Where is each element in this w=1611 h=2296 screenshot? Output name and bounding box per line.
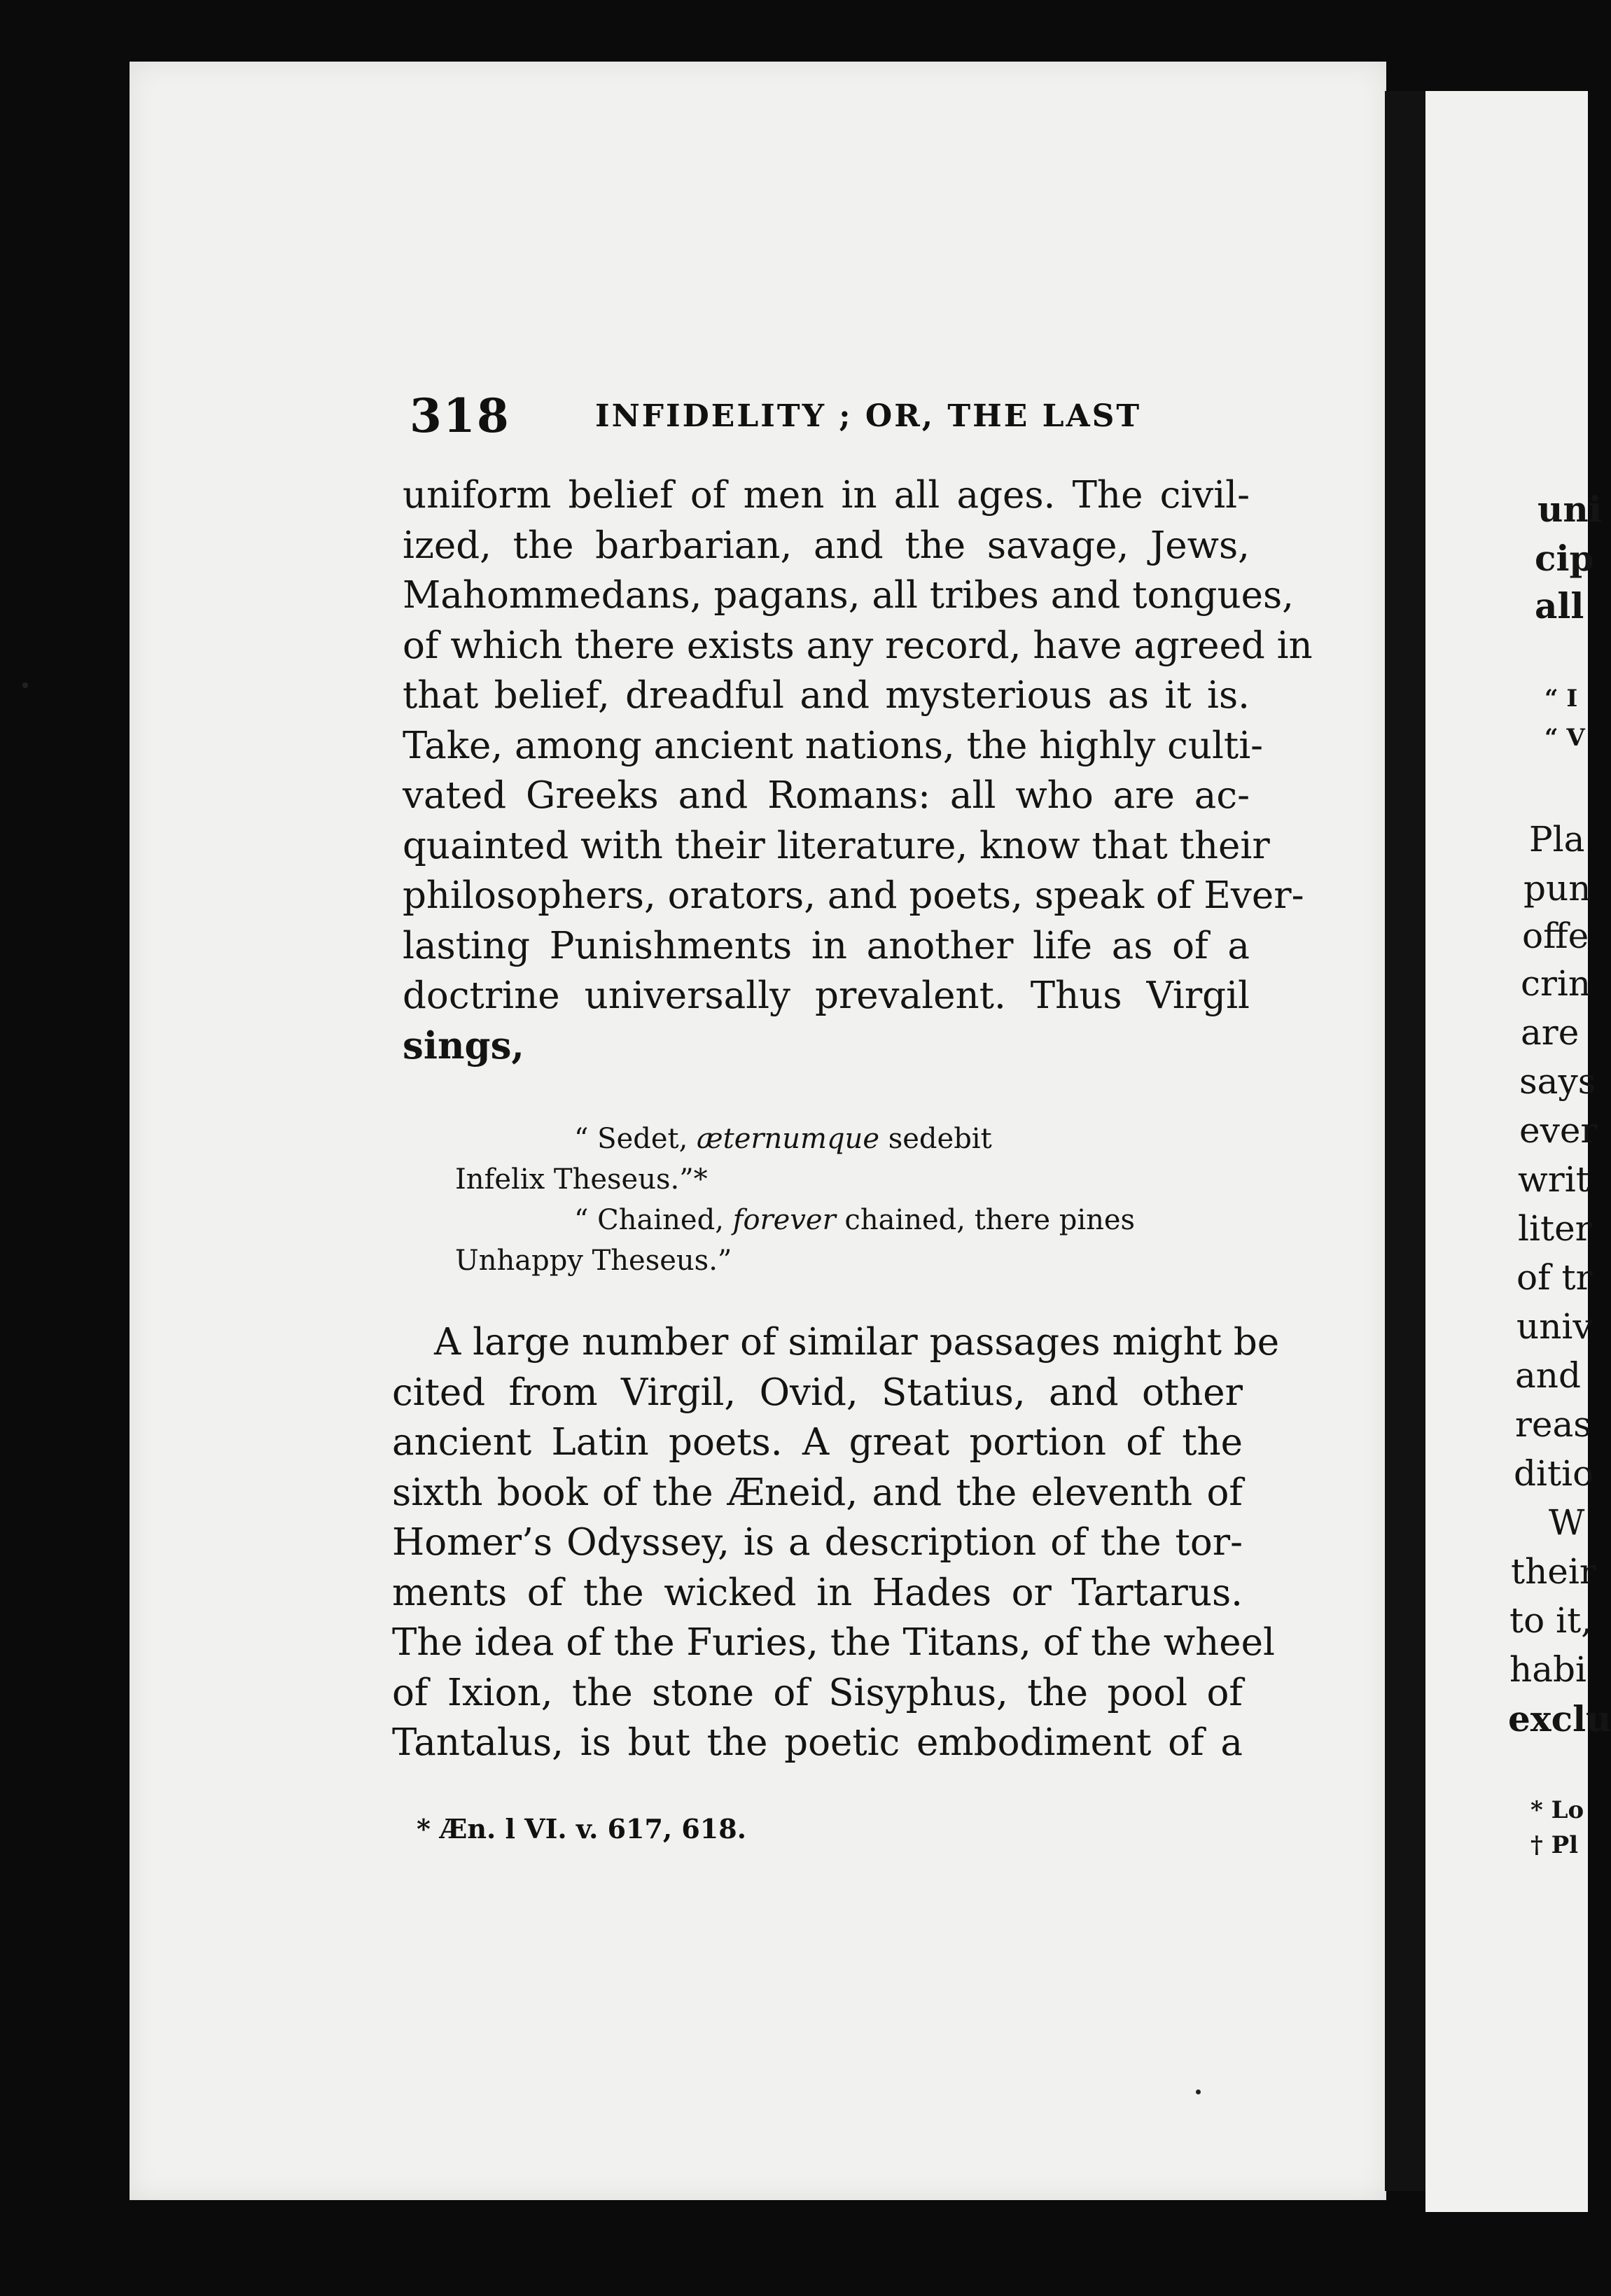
text-line: philosophers, orators, and poets, speak of Ever- [403,874,1304,917]
right-fragment: W [1549,1502,1585,1543]
text-line: of which there exists any record, have agreed in [403,624,1313,667]
book-page-right [1425,91,1611,2212]
right-fragment: Pla [1529,819,1585,860]
quote-text: “ Chained, [574,1204,733,1236]
text-line: cited from Virgil, Ovid, Statius, and other [392,1371,1243,1414]
page-header [410,388,1250,444]
text-line: uniform belief of men in all ages. The civil- [403,474,1250,517]
text-line: Homer’s Odyssey, is a description of the tor- [392,1521,1243,1564]
text-line: Tantalus, is but the poetic embodiment of a [392,1721,1243,1764]
text-line: lasting Punishments in another life as of a [403,924,1250,967]
quote-text: chained, there pines [835,1204,1136,1236]
quote-italic: forever [732,1204,836,1236]
right-fragment: their [1511,1551,1596,1592]
text-line: that belief, dreadful and mysterious as it is. [403,674,1250,717]
text-line: quainted with their literature, know that their [403,824,1270,867]
text-line: ments of the wicked in Hades or Tartarus. [392,1571,1243,1614]
right-fragment: cip [1535,538,1594,579]
right-fragment: univ [1516,1306,1593,1347]
text-line: Mahommedans, pagans, all tribes and tongues, [403,574,1295,617]
right-fragment: * Lo [1530,1796,1584,1824]
text-line: The idea of the Furies, the Titans, of the wheel [392,1621,1275,1664]
quote-italic: æternumque [697,1123,879,1155]
text-line: ized, the barbarian, and the savage, Jews, [403,524,1250,567]
text-line: Take, among ancient nations, the highly culti- [403,724,1264,767]
page-gutter [1385,91,1425,2191]
right-fragment: “ I [1544,685,1578,713]
text-line: doctrine universally prevalent. Thus Virgil [403,974,1250,1017]
quote-text: sedebit [879,1123,992,1155]
right-fragment: exclu [1508,1698,1611,1740]
text-line: sixth book of the Æneid, and the eleventh of [392,1471,1243,1514]
page-number: 318 [410,388,510,443]
right-fragment: pun [1523,868,1591,909]
right-fragment: † Pl [1530,1831,1579,1859]
verse-quotation [455,1119,1225,1281]
right-fragment: says [1519,1061,1596,1102]
right-fragment: writ [1518,1159,1590,1200]
scan-speck [22,682,28,688]
right-fragment: and [1515,1355,1582,1396]
right-fragment: all [1535,585,1584,626]
right-fragment: reas [1515,1404,1591,1445]
right-fragment: habi [1509,1649,1587,1690]
text-line: ancient Latin poets. A great portion of the [392,1421,1243,1464]
text-line: A large number of similar passages might be [434,1321,1280,1364]
text-line: vated Greeks and Romans: all who are ac- [403,774,1250,817]
right-fragment: to it, [1509,1600,1593,1641]
right-fragment: offe [1522,916,1589,956]
footnote: * Æn. l VI. v. 617, 618. [417,1813,746,1844]
right-fragment: “ V [1544,724,1585,752]
right-fragment: liter [1518,1208,1592,1249]
quote-line-2: Infelix Theseus.”* [455,1163,708,1196]
paragraph-1 [403,470,1313,1071]
paragraph-2 [392,1317,1280,1768]
running-head: INFIDELITY ; OR, THE LAST [595,398,1142,434]
right-fragment: uni [1537,489,1602,530]
quote-text: “ Sedet, [574,1123,697,1155]
quote-line-4: Unhappy Theseus.” [455,1245,732,1277]
right-fragment: ever [1519,1110,1598,1151]
text-line: sings, [403,1023,524,1068]
text-line: of Ixion, the stone of Sisyphus, the pool of [392,1671,1243,1714]
quote-line-3 [455,1200,1225,1240]
right-fragment: crin [1521,963,1591,1004]
right-fragment: ditio [1514,1453,1594,1494]
right-fragment: of tr [1516,1257,1593,1298]
right-fragment: are [1521,1012,1579,1053]
scan-speck [1196,2090,1201,2094]
quote-line-1 [455,1119,1225,1159]
